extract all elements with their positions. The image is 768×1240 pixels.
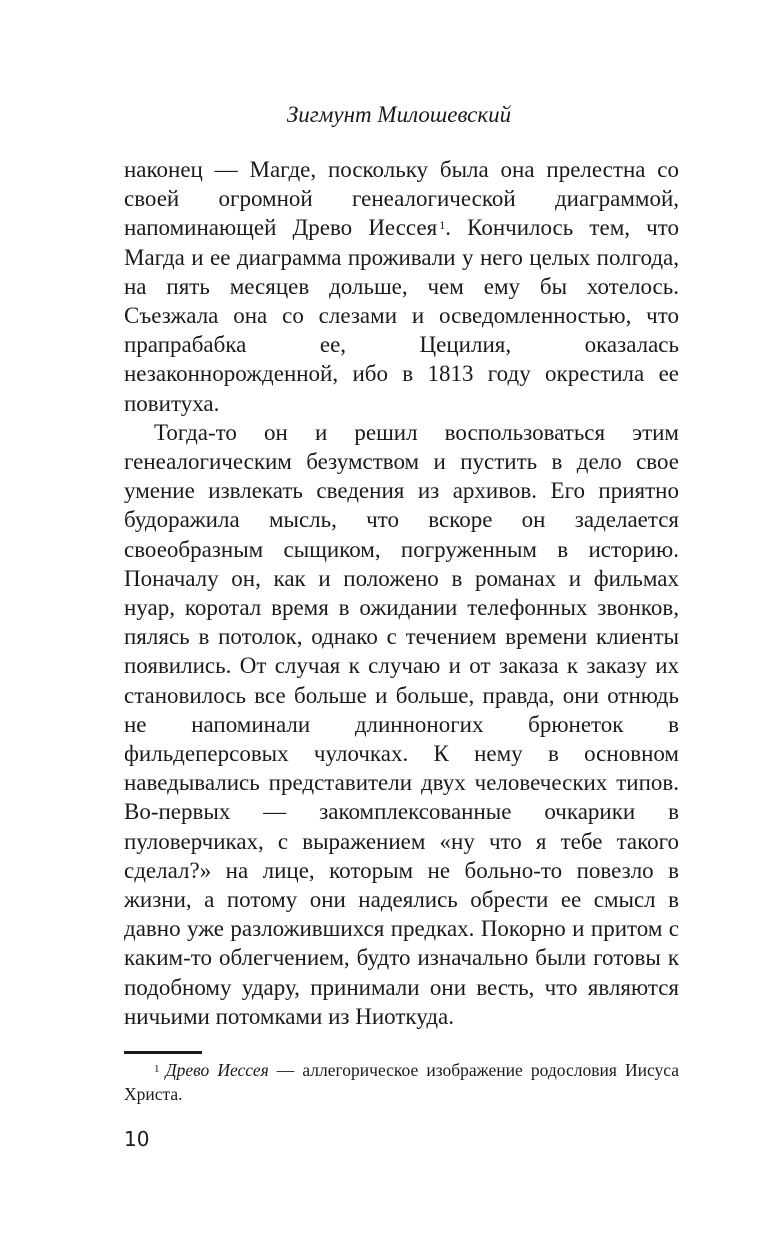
paragraph-1-text-end: . Кончилось тем, что Магда и ее диаграмма проживали у него целых полгода, на пять месяцев дольше, чем ему бы хотелось. Съезжала она со слезами и осведомленностью, что прапрабабка ее, Цецилия, оказалась незаконнорожденной, ибо в 1813 году окрестила ее повитуха.	[124, 215, 679, 416]
footnote	[124, 1058, 679, 1106]
footnote-reference-marker[interactable]: 1	[439, 218, 446, 233]
footnote-number: 1	[154, 1063, 160, 1075]
paragraph-2: Тогда-то он и решил воспользоваться этим генеалогическим безумством и пустить в дело свое умение извлекать сведения из архивов. Его приятно будоражила мысль, что вскоре он заделается своеобразным сыщиком, погруженным в историю. Поначалу он, как и положено в романах и фильмах нуар, коротал время в ожидании телефонных звонков, пялясь в потолок, однако с течением времени клиенты появились. От случая к случаю и от заказа к заказу их становилось все больше и больше, правда, они отнюдь не напоминали длинноногих брюнеток в фильдеперсовых чулочках. К нему в основном наведывались представители двух человеческих типов. Во-первых — закомплексованные очкарики в пуловерчиках, с выражением «ну что я тебе такого сделал?» на лице, которым не больно-то повезло в жизни, а потому они надеялись обрести ее смысл в давно уже разложившихся предках. Покорно и притом с каким-то облегчением, будто изначально были готовы к подобному удару, принимали они весть, что являются ничьими потомками из Ниоткуда.	[124, 419, 679, 1029]
paragraph-1	[124, 155, 679, 418]
paragraph-1-text-start: наконец — Магде, поскольку была она прелестна со своей огромной генеалогической диаграммой, напоминающей Древо Иессея	[124, 157, 679, 241]
page-number: 10	[124, 1127, 150, 1151]
footnote-term: Древо Иессея	[165, 1060, 269, 1080]
footnote-definition: — аллегорическое изображение родословия Иисуса Христа.	[124, 1060, 680, 1104]
running-head-author: Зигмунт Милошевский	[286, 102, 512, 127]
footnote-divider	[124, 1051, 202, 1054]
main-text	[124, 155, 679, 1031]
